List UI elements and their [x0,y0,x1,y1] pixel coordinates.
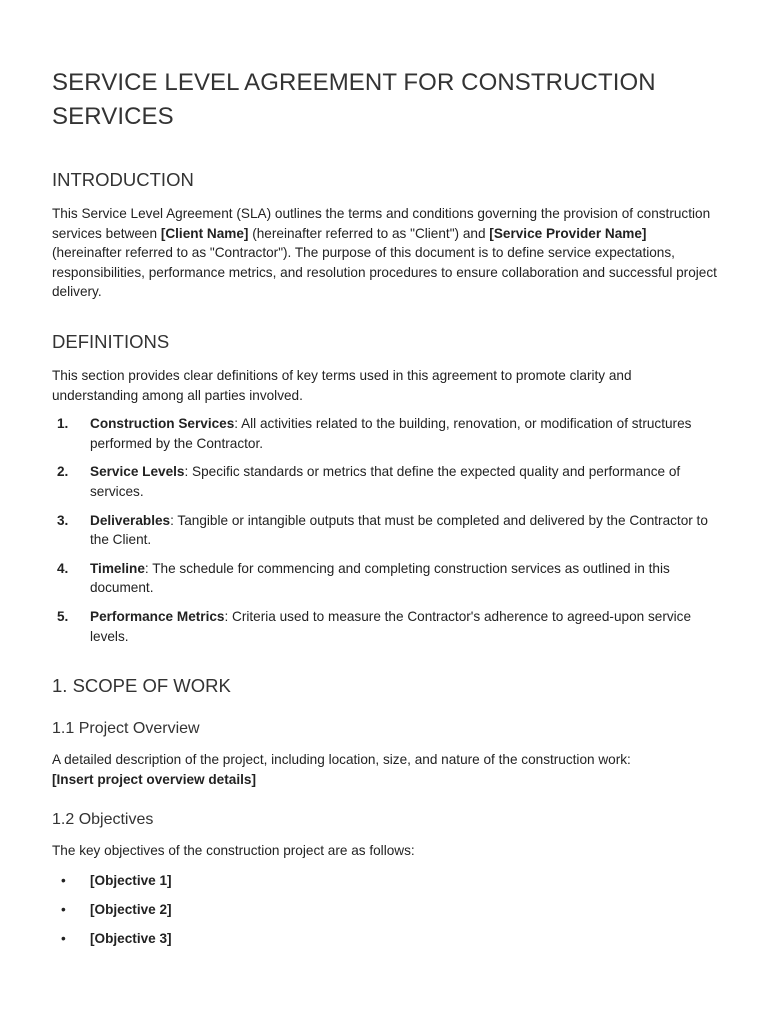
definition-term: Deliverables [90,512,171,528]
bullet-icon: • [61,901,66,917]
definition-number: 3. [57,512,69,528]
definition-number: 4. [57,560,69,576]
definition-term: Construction Services [90,416,235,432]
client-name-placeholder: [Client Name] [160,225,249,241]
project-overview-paragraph [52,750,718,789]
intro-text-c: (hereinafter referred to as "Contractor"). The purpose of this document is to define service expectations, responsibilities, performance metrics, and resolution procedures to ensure collaboration and successful project delivery. [52,245,717,300]
intro-text-b: (hereinafter referred to as "Client") and [248,225,490,241]
definition-text: : Criteria used to measure the Contractor's adherence to agreed-upon service levels. [90,608,692,644]
definition-term: Performance Metrics [90,608,225,624]
provider-name-placeholder: [Service Provider Name] [489,225,647,241]
objective-item [52,900,718,920]
definition-number: 2. [57,464,69,480]
definition-number: 5. [57,608,69,624]
definition-text: : The schedule for commencing and completing construction services as outlined in this document. [90,560,670,596]
scope-section [52,674,718,949]
objective-item [52,929,718,949]
scope-heading: 1. SCOPE OF WORK [52,675,231,697]
definitions-section [52,330,718,646]
definition-text: : Specific standards or metrics that define the expected quality and performance of services. [90,464,681,499]
intro-text-a: This Service Level Agreement (SLA) outlines the terms and conditions governing the provision of construction services between [52,206,711,241]
objectives-heading: 1.2 Objectives [52,811,154,829]
definition-text: : Tangible or intangible outputs that must be completed and delivered by the Contractor to the Client. [90,512,708,548]
project-overview-heading: 1.1 Project Overview [52,720,200,738]
definition-item [52,462,718,501]
introduction-section [52,168,718,302]
definitions-heading: DEFINITIONS [52,330,170,352]
bullet-icon: • [61,931,66,947]
objective-text: [Objective 3] [90,931,172,947]
definition-item [52,414,718,453]
definition-item [52,607,718,646]
introduction-heading: INTRODUCTION [52,169,194,190]
definition-text: : All activities related to the building, renovation, or modification of structures performed by the Contractor. [90,416,692,451]
bullet-icon: • [61,872,66,888]
definition-item [52,559,718,598]
objectives-list [52,871,718,949]
objective-item [52,871,718,891]
objectives-intro: The key objectives of the construction project are as follows: [52,843,415,859]
introduction-paragraph [52,204,718,302]
project-overview-placeholder: [Insert project overview details] [52,771,256,787]
definition-term: Service Levels [90,464,185,480]
definition-number: 1. [57,416,69,432]
objective-text: [Objective 1] [90,872,172,888]
project-overview-text: A detailed description of the project, including location, size, and nature of the construction work: [52,752,631,768]
document-title: SERVICE LEVEL AGREEMENT FOR CONSTRUCTION SERVICES [52,69,656,130]
definition-item [52,511,718,550]
definitions-list [52,414,718,646]
definitions-intro: This section provides clear definitions of key terms used in this agreement to promote clarity and understanding among all parties involved. [52,367,632,403]
definition-term: Timeline [90,560,145,576]
objective-text: [Objective 2] [90,901,172,917]
